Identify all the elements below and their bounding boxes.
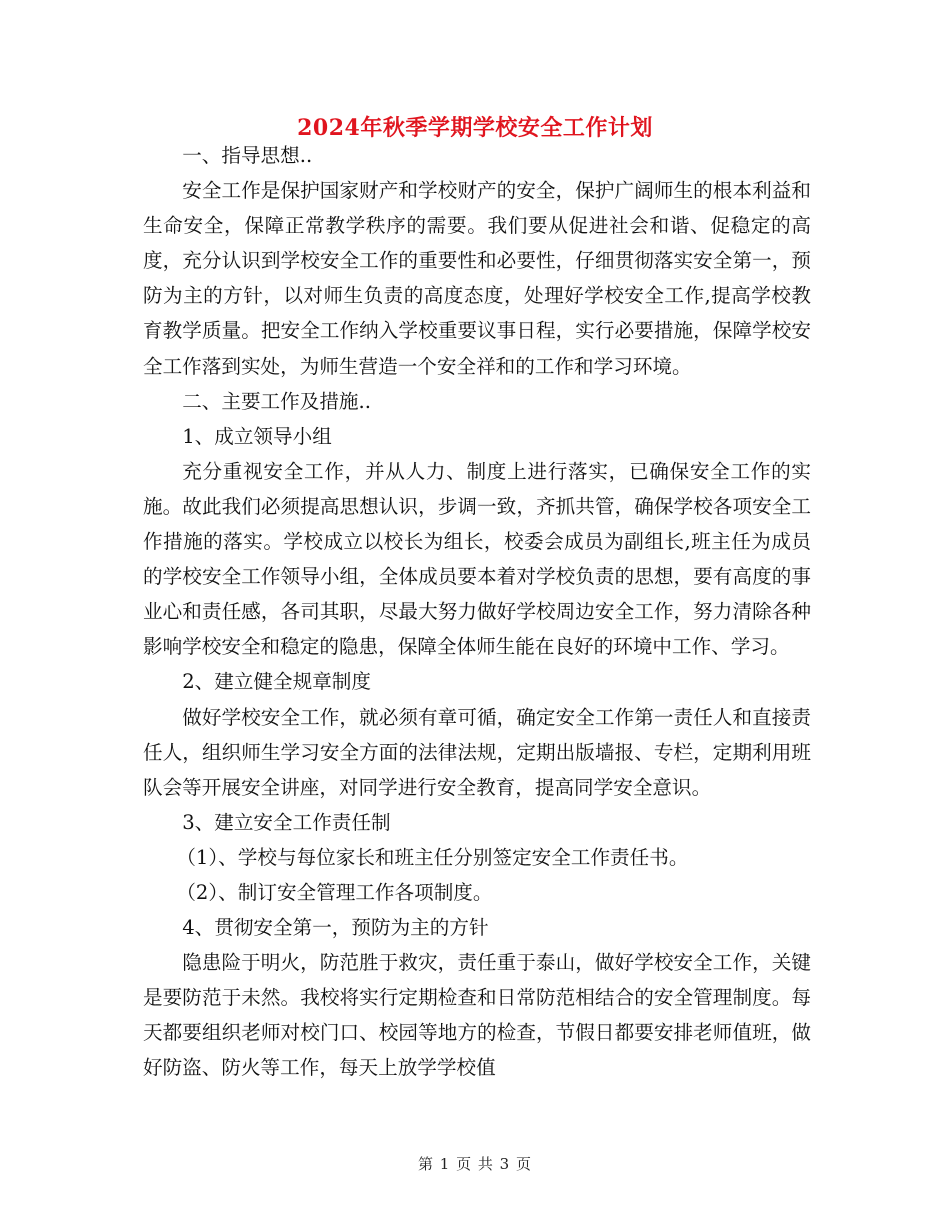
paragraph-safety-first: 隐患险于明火，防范胜于救灾，责任重于泰山，做好学校安全工作，关键是要防范于未然。我校将实行定期检查和日常防范相结合的安全管理制度。每天都要组织老师对校门口、校园等地方的检查，节假日都要安排老师值班，做好防盗、防火等工作，每天上放学学校值 [143,951,811,1080]
subheading-responsibility: 3、建立安全工作责任制 [182,810,391,834]
page-footer: 第 1 页 共 3 页 [418,1155,532,1173]
subheading-safety-first: 4、贯彻安全第一，预防为主的方针 [182,916,489,940]
subheading-rules: 2、建立健全规章制度 [182,670,371,694]
section-heading-main-work: 二、主要工作及措施.. [182,389,371,413]
document-title: 2024年秋季学期学校安全工作计划 [297,115,653,141]
list-item-responsibility-2: （2）、制订安全管理工作各项制度。 [176,880,493,904]
subheading-leadership-group: 1、成立领导小组 [182,424,332,448]
paragraph-guiding-ideology: 安全工作是保护国家财产和学校财产的安全，保护广阔师生的根本利益和生命安全，保障正常教学秩序的需要。我们要从促进社会和谐、促稳定的高度，充分认识到学校安全工作的重要性和必要性，仔细贯彻落实安全第一，预防为主的方针，以对师生负责的高度态度，处理好学校安全工作,提高学校教育教学质量。把安全工作纳入学校重要议事日程，实行必要措施，保障学校安全工作落到实处，为师生营造一个安全祥和的工作和学习环境。 [143,179,811,378]
list-item-responsibility-1: （1）、学校与每位家长和班主任分别签定安全工作责任书。 [176,845,689,869]
document-body [143,138,811,1086]
section-heading-guiding-ideology: 一、指导思想.. [182,144,313,167]
paragraph-leadership-group: 充分重视安全工作，并从人力、制度上进行落实，已确保安全工作的实施。故此我们必须提高思想认识，步调一致，齐抓共管，确保学校各项安全工作措施的落实。学校成立以校长为组长，校委会成员为副组长,班主任为成员的学校安全工作领导小组，全体成员要本着对学校负责的思想，要有高度的事业心和责任感，各司其职，尽最大努力做好学校周边安全工作，努力清除各种影响学校安全和稳定的隐患，保障全体师生能在良好的环境中工作、学习。 [143,459,811,659]
paragraph-rules: 做好学校安全工作，就必须有章可循，确定安全工作第一责任人和直接责任人，组织师生学习安全方面的法律法规，定期出版墙报、专栏，定期利用班队会等开展安全讲座，对同学进行安全教育，提高同学安全意识。 [143,705,811,799]
